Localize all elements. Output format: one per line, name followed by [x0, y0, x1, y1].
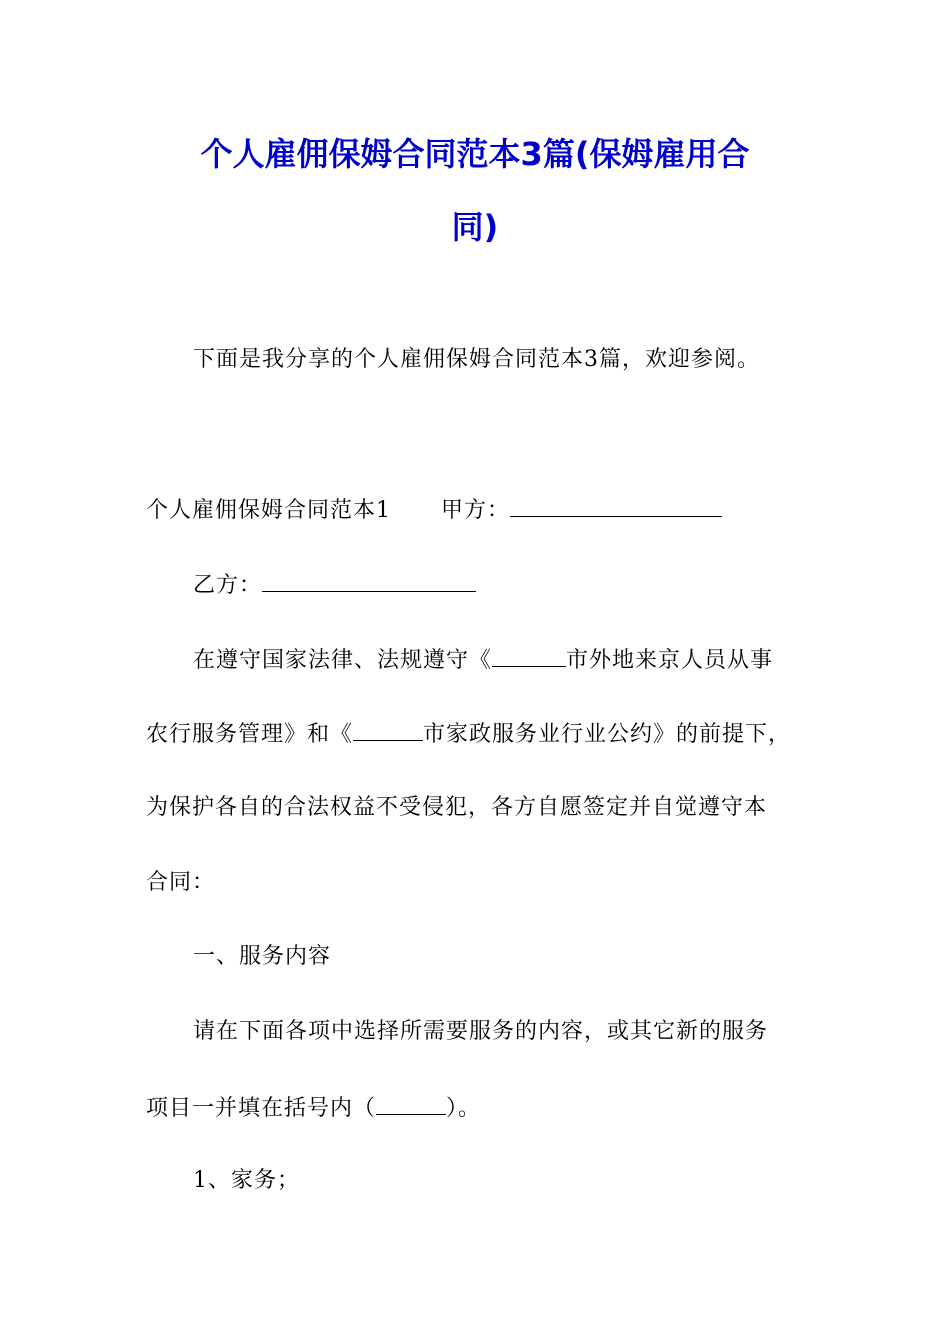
document-title-line-1: 个人雇佣保姆合同范本3篇(保姆雇用合	[200, 135, 750, 173]
city-blank-2	[353, 718, 423, 741]
paragraph-1-line-4: 合同：	[146, 870, 216, 895]
city-blank-1	[492, 644, 566, 667]
paragraph-1-line-2-start: 农行服务管理》和《	[146, 722, 354, 747]
item-1-housework: 1、家务；	[193, 1168, 300, 1193]
paragraph-1-line-2-end: 市家政服务业行业公约》的前提下，	[423, 722, 792, 747]
paragraph-1-line-1-end: 市外地来京人员从事	[566, 648, 774, 673]
paragraph-2-line-2	[146, 1092, 481, 1124]
section-1-heading: 一、服务内容	[193, 944, 332, 969]
paragraph-1-line-3: 为保护各自的合法权益不受侵犯，各方自愿签定并自觉遵守本	[146, 795, 768, 820]
party-a-blank	[510, 494, 722, 517]
paragraph-1-line-1-start: 在遵守国家法律、法规遵守《	[193, 648, 493, 673]
document-title-line-2: 同)	[451, 208, 499, 246]
party-b-blank	[262, 569, 476, 592]
intro-text: 下面是我分享的个人雇佣保姆合同范本3篇，欢迎参阅。	[193, 347, 760, 372]
paragraph-1-line-2	[146, 718, 791, 750]
paragraph-2-line-1: 请在下面各项中选择所需要服务的内容，或其它新的服务	[193, 1019, 769, 1044]
party-b-label: 乙方：	[193, 573, 263, 598]
paragraph-2-line-2-start: 项目一并填在括号内（	[146, 1096, 377, 1121]
service-items-blank	[376, 1092, 446, 1115]
contract-1-heading: 个人雇佣保姆合同范本1	[146, 498, 391, 523]
party-a-label: 甲方：	[441, 498, 511, 523]
paragraph-2-line-2-end: ）。	[446, 1096, 482, 1121]
paragraph-1-line-1	[193, 644, 773, 676]
contract-1-heading-line	[146, 494, 722, 526]
party-b-line	[193, 569, 476, 601]
